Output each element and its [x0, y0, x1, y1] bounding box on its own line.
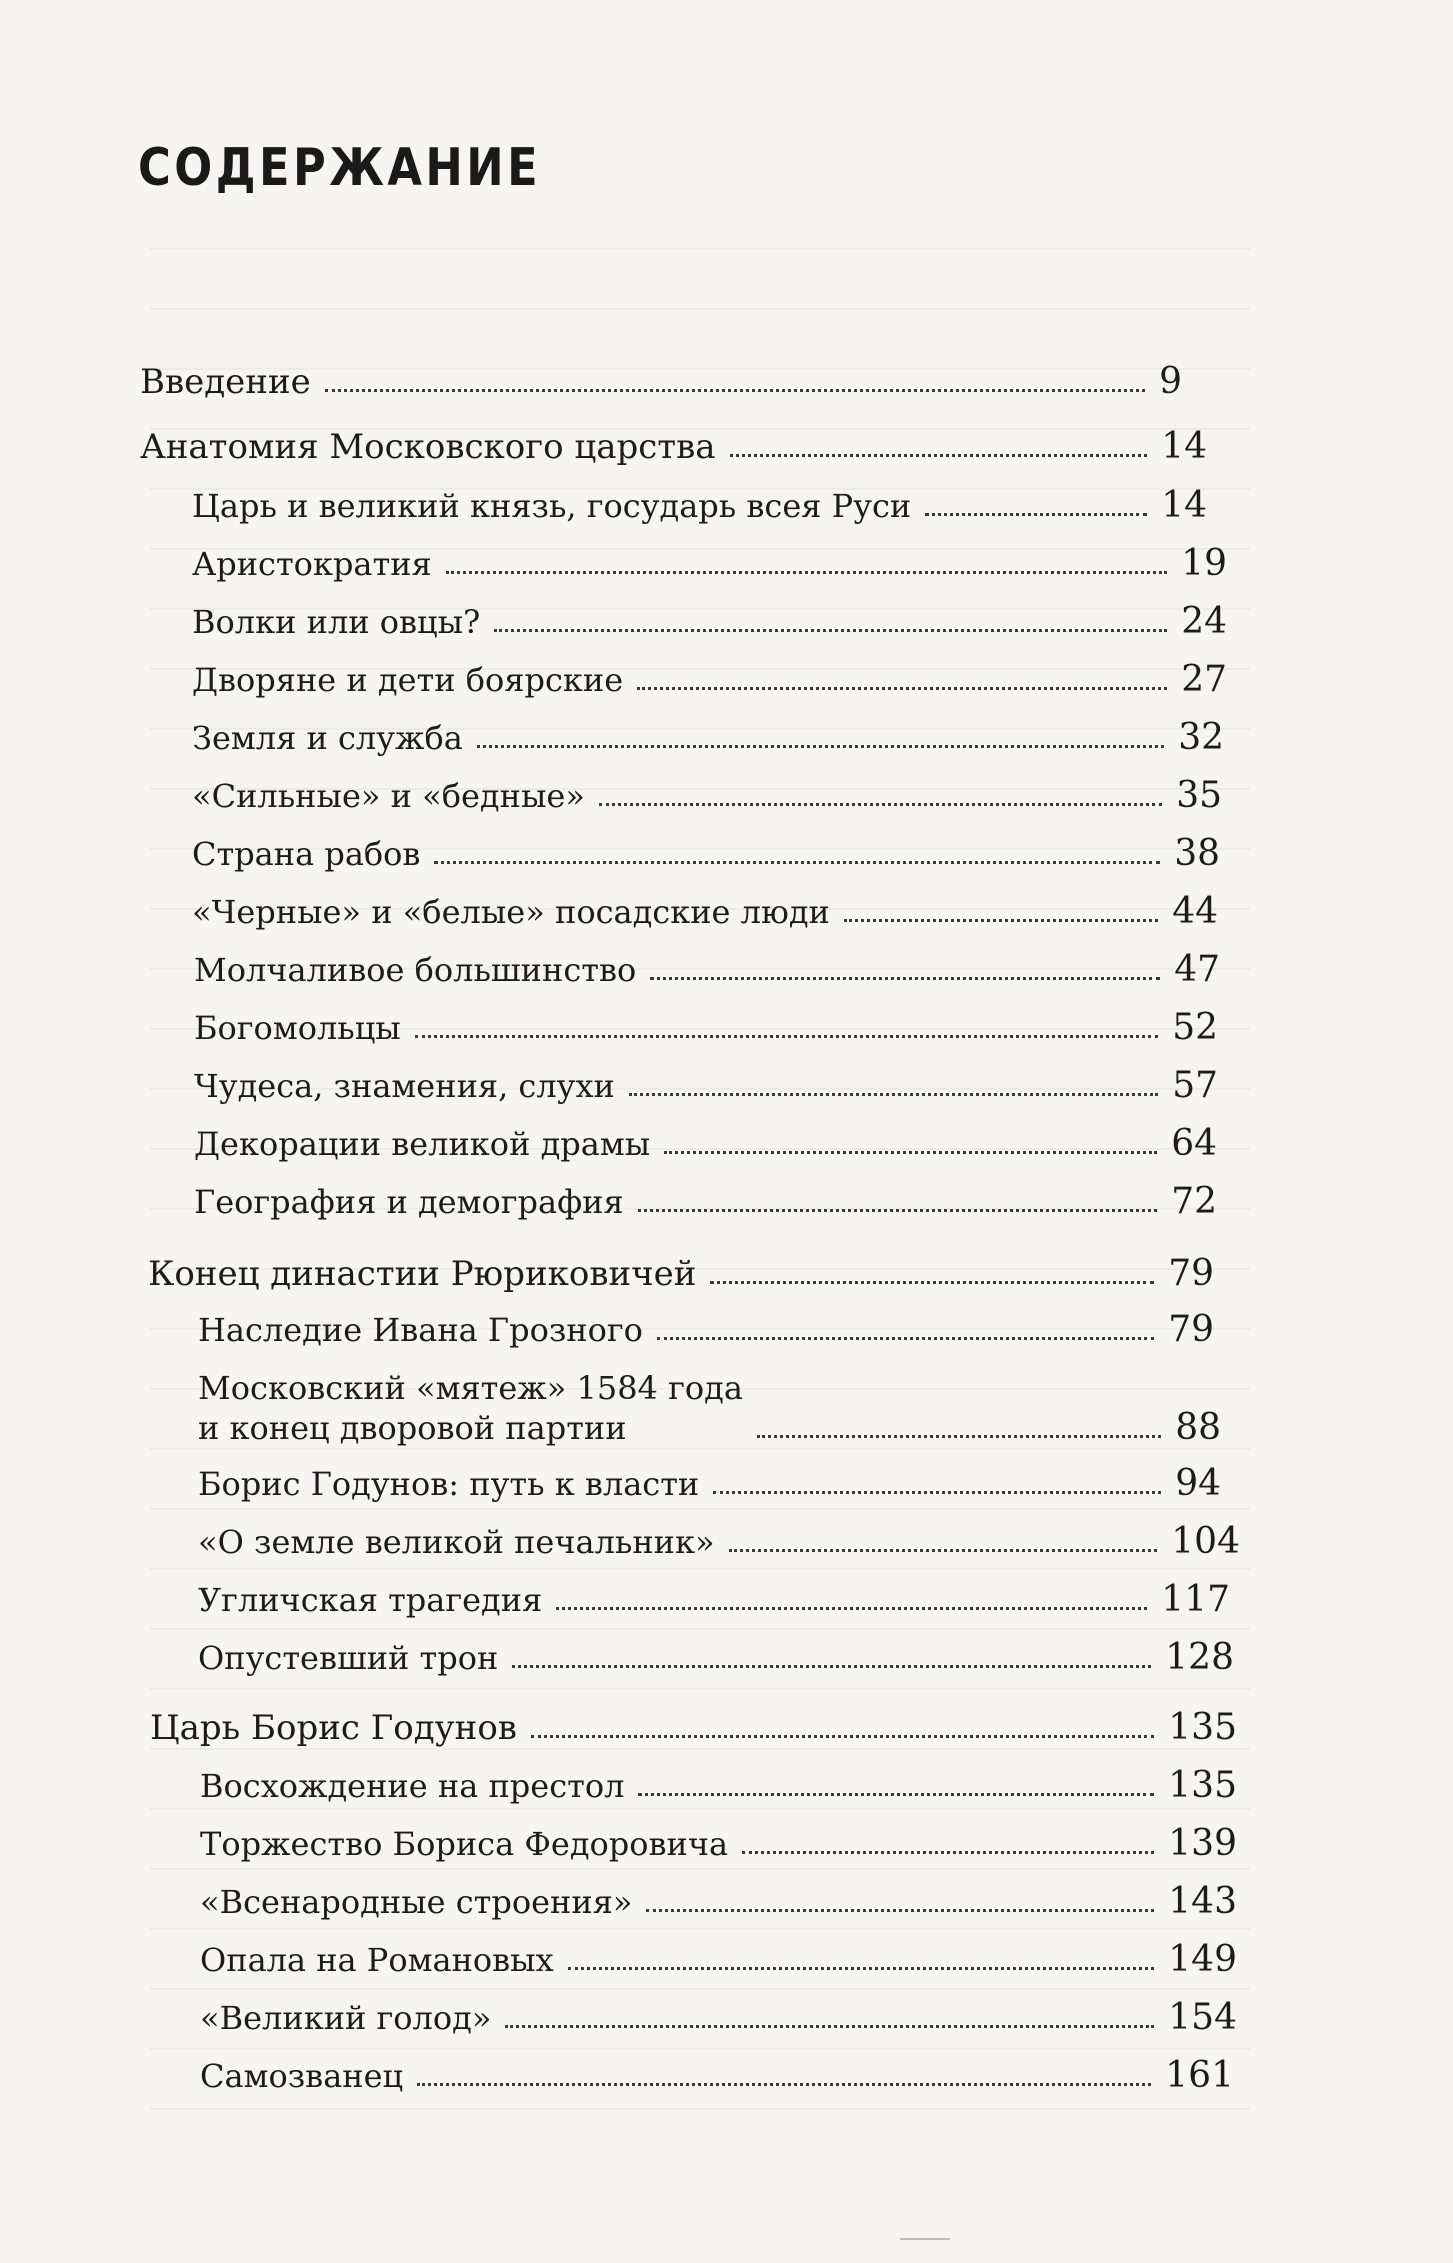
dot-leader — [637, 687, 1167, 690]
toc-entry-title: География и демография — [194, 1183, 624, 1221]
dot-leader — [494, 629, 1167, 632]
toc-entry[interactable] — [192, 486, 1207, 526]
toc-entry[interactable] — [194, 1008, 1218, 1048]
toc-entry-page: 19 — [1181, 543, 1227, 584]
page-edge-mark — [900, 2238, 950, 2240]
dot-leader — [844, 919, 1158, 922]
toc-entry-page: 72 — [1171, 1181, 1217, 1222]
toc-entry-page: 88 — [1175, 1407, 1221, 1448]
toc-entry-title: Московский «мятеж» 1584 года и конец дворовой партии — [198, 1369, 743, 1447]
toc-entry-title: Страна рабов — [192, 835, 421, 873]
toc-entry-title: «Черные» и «белые» посадские люди — [192, 893, 830, 931]
dot-leader — [730, 454, 1148, 457]
dot-leader — [657, 1337, 1154, 1340]
toc-entry[interactable] — [192, 718, 1224, 758]
toc-entry[interactable] — [200, 1824, 1237, 1864]
toc-entry[interactable] — [150, 1708, 1237, 1748]
toc-entry-page: 47 — [1174, 949, 1220, 990]
dot-leader — [713, 1491, 1161, 1494]
toc-entry-page: 143 — [1168, 1881, 1237, 1922]
toc-entry-title: Волки или овцы? — [192, 603, 481, 641]
toc-entry[interactable] — [194, 1066, 1218, 1106]
dot-leader — [646, 1909, 1154, 1912]
toc-entry-page: 117 — [1161, 1579, 1230, 1620]
toc-entry[interactable] — [192, 660, 1227, 700]
toc-entry[interactable] — [192, 834, 1220, 874]
page-title: СОДЕРЖАНИЕ — [138, 138, 542, 198]
toc-entry-page: 135 — [1168, 1707, 1237, 1748]
toc-entry-title: Чудеса, знамения, слухи — [194, 1067, 615, 1105]
toc-entry-title: Опала на Романовых — [200, 1941, 554, 1979]
toc-entry-page: 35 — [1176, 775, 1222, 816]
toc-entry-title: Богомольцы — [194, 1009, 401, 1047]
toc-entry[interactable] — [198, 1580, 1230, 1620]
dot-leader — [417, 2083, 1151, 2086]
toc-entry[interactable] — [200, 1998, 1237, 2038]
dot-leader — [477, 745, 1164, 748]
toc-entry[interactable] — [192, 776, 1222, 816]
toc-entry-page: 135 — [1168, 1765, 1237, 1806]
toc-entry-page: 79 — [1168, 1309, 1214, 1350]
dot-leader — [599, 803, 1162, 806]
toc-entry-title: Аристократия — [192, 545, 432, 583]
toc-entry-title: Декорации великой драмы — [194, 1125, 651, 1163]
toc-entry-title: Конец династии Рюриковичей — [148, 1254, 697, 1294]
dot-leader — [325, 389, 1145, 392]
dot-leader — [925, 513, 1147, 516]
toc-entry-page: 27 — [1181, 659, 1227, 700]
toc-entry[interactable] — [198, 1522, 1240, 1562]
toc-entry[interactable] — [198, 1310, 1214, 1350]
toc-entry-title: Опустевший трон — [198, 1639, 499, 1677]
toc-entry[interactable] — [194, 1182, 1217, 1222]
toc-entry[interactable] — [192, 544, 1227, 584]
toc-entry-page: 139 — [1168, 1823, 1237, 1864]
toc-entry-page: 149 — [1168, 1939, 1237, 1980]
toc-entry-page: 44 — [1172, 891, 1218, 932]
toc-entry-page: 79 — [1168, 1253, 1214, 1294]
toc-entry-title: «Всенародные строения» — [200, 1883, 633, 1921]
toc-entry-page: 9 — [1159, 361, 1182, 402]
toc-entry-title: Наследие Ивана Грозного — [198, 1311, 643, 1349]
dot-leader — [415, 1035, 1158, 1038]
toc-entry[interactable] — [194, 950, 1220, 990]
toc-entry-title: Молчаливое большинство — [194, 951, 637, 989]
toc-entry[interactable] — [194, 1124, 1217, 1164]
toc-entry[interactable] — [200, 1766, 1237, 1806]
toc-entry[interactable] — [198, 1368, 1221, 1448]
toc-entry-title: «Сильные» и «бедные» — [192, 777, 585, 815]
toc-entry-title: Торжество Бориса Федоровича — [200, 1825, 729, 1863]
dot-leader — [664, 1151, 1157, 1154]
toc-entry-title: Самозванец — [200, 2057, 404, 2095]
toc-entry-page: 52 — [1172, 1007, 1218, 1048]
toc-entry-title: Введение — [140, 362, 311, 402]
toc-entry-page: 128 — [1165, 1637, 1234, 1678]
toc-entry[interactable] — [192, 892, 1218, 932]
toc-entry[interactable] — [140, 427, 1207, 467]
toc-entry-title: Царь Борис Годунов — [150, 1708, 517, 1748]
toc-entry-title: Восхождение на престол — [200, 1767, 625, 1805]
toc-entry-page: 94 — [1175, 1463, 1221, 1504]
toc-entry-page: 104 — [1171, 1521, 1240, 1562]
toc-entry-title: Анатомия Московского царства — [140, 427, 716, 467]
toc-entry[interactable] — [192, 602, 1227, 642]
toc-entry-page: 38 — [1174, 833, 1220, 874]
dot-leader — [650, 977, 1160, 980]
toc-entry[interactable] — [198, 1464, 1221, 1504]
toc-entry-title: Земля и служба — [192, 719, 463, 757]
dot-leader — [556, 1607, 1147, 1610]
dot-leader — [757, 1435, 1161, 1438]
dot-leader — [638, 1793, 1154, 1796]
toc-entry[interactable] — [140, 362, 1182, 402]
dot-leader — [568, 1967, 1155, 1970]
toc-entry-title: «Великий голод» — [200, 1999, 492, 2037]
toc-entry[interactable] — [198, 1638, 1234, 1678]
toc-entry-page: 64 — [1171, 1123, 1217, 1164]
dot-leader — [434, 861, 1160, 864]
toc-entry-title: «О земле великой печальник» — [198, 1523, 715, 1561]
dot-leader — [505, 2025, 1154, 2028]
dot-leader — [531, 1735, 1154, 1738]
toc-entry[interactable] — [200, 1882, 1237, 1922]
dot-leader — [710, 1281, 1154, 1284]
toc-entry-page: 57 — [1172, 1065, 1218, 1106]
toc-entry-page: 161 — [1165, 2055, 1234, 2096]
toc-entry[interactable] — [148, 1254, 1214, 1294]
toc-entry[interactable] — [200, 2056, 1234, 2096]
toc-entry-title: Борис Годунов: путь к власти — [198, 1465, 700, 1503]
dot-leader — [742, 1851, 1154, 1854]
toc-entry-page: 14 — [1161, 426, 1207, 467]
dot-leader — [446, 571, 1167, 574]
dot-leader — [638, 1209, 1158, 1212]
dot-leader — [512, 1665, 1151, 1668]
toc-entry-page: 24 — [1181, 601, 1227, 642]
toc-entry-title: Дворяне и дети боярские — [192, 661, 624, 699]
toc-entry[interactable] — [200, 1940, 1237, 1980]
dot-leader — [729, 1549, 1158, 1552]
toc-entry-title: Угличская трагедия — [198, 1581, 543, 1619]
toc-entry-page: 14 — [1161, 485, 1207, 526]
toc-entry-page: 32 — [1178, 717, 1224, 758]
dot-leader — [629, 1093, 1158, 1096]
toc-entry-page: 154 — [1168, 1997, 1237, 2038]
toc-entry-title: Царь и великий князь, государь всея Руси — [192, 487, 912, 525]
